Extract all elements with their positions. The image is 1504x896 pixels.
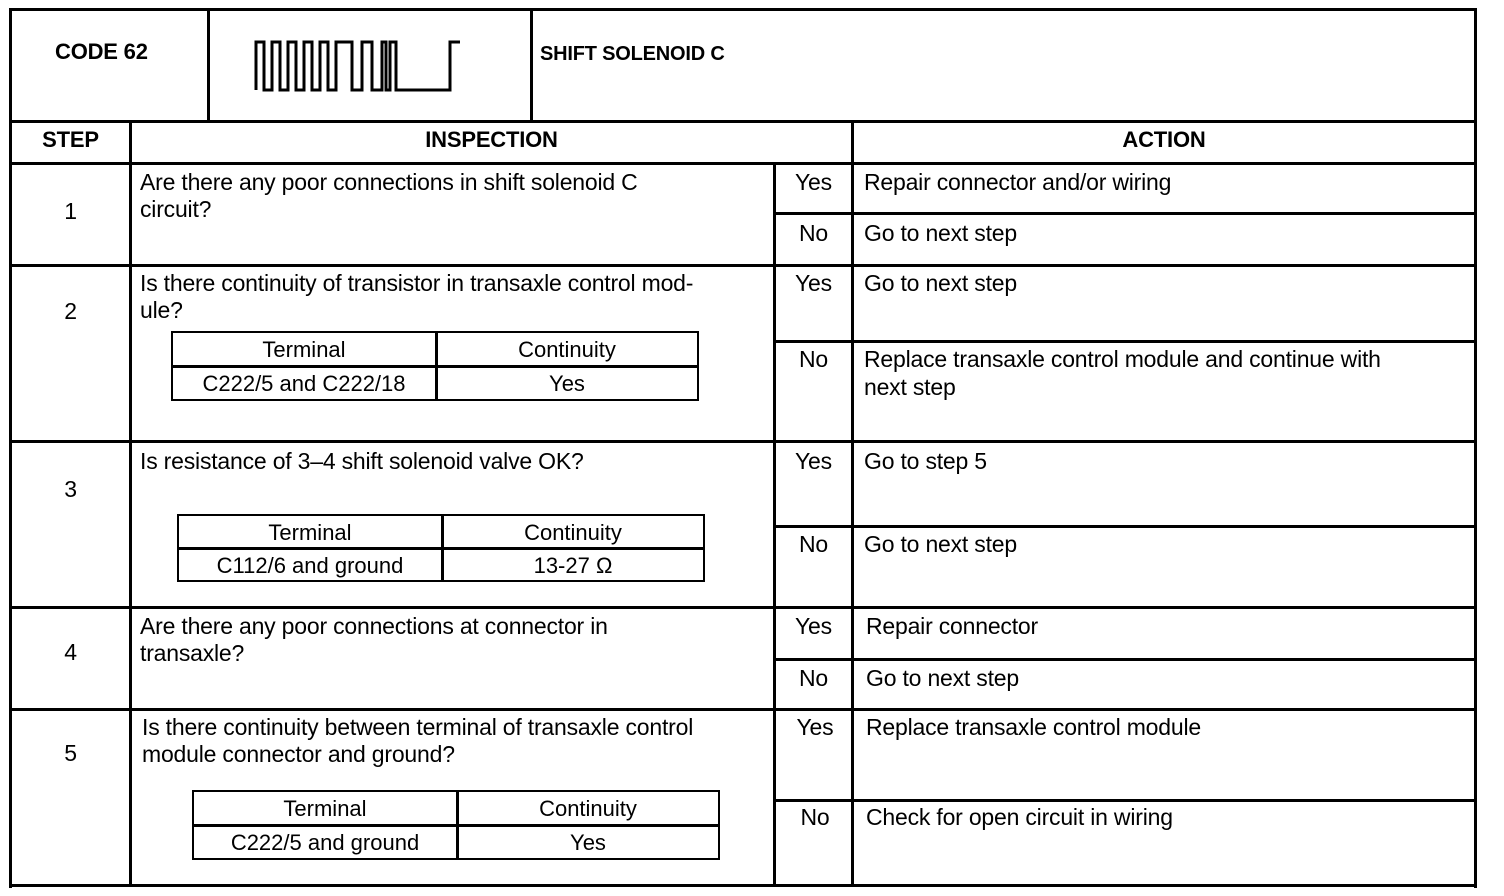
- terminal-header: Terminal: [283, 796, 367, 821]
- yes-action: Repair connector: [866, 613, 1038, 639]
- terminal-value: C222/5 and ground: [230, 830, 420, 855]
- no-label: No: [798, 665, 828, 691]
- continuity-value: Yes: [549, 371, 585, 396]
- continuity-header: Continuity: [518, 337, 616, 362]
- terminal-value: C222/5 and C222/18: [202, 371, 406, 396]
- inspection-question: Is resistance of 3–4 shift solenoid valve OK?: [140, 448, 584, 474]
- page-title: SHIFT SOLENOID C: [540, 43, 725, 65]
- no-action: Go to next step: [864, 531, 1017, 557]
- column-header-inspection: INSPECTION: [425, 127, 558, 152]
- pulse-waveform-icon: [248, 36, 468, 96]
- inspection-question: Is there continuity between terminal of transaxle control: [142, 714, 694, 740]
- step-number: 2: [64, 298, 77, 324]
- inspection-question: transaxle?: [140, 640, 245, 666]
- step-number: 4: [64, 639, 77, 665]
- terminal-value: C112/6 and ground: [216, 553, 404, 578]
- column-header-step: STEP: [42, 127, 99, 152]
- inspection-question: ule?: [140, 297, 183, 323]
- continuity-table: [171, 331, 699, 401]
- step-number: 5: [64, 740, 77, 766]
- continuity-header: Continuity: [524, 520, 622, 545]
- no-label: No: [798, 220, 828, 246]
- continuity-value: 13-27 Ω: [533, 553, 613, 578]
- no-label: No: [798, 346, 828, 372]
- terminal-header: Terminal: [268, 520, 352, 545]
- continuity-value: Yes: [570, 830, 606, 855]
- yes-action: Go to next step: [864, 270, 1017, 296]
- no-label: No: [798, 531, 828, 557]
- continuity-table: [177, 514, 705, 582]
- inspection-question: Are there any poor connections in shift solenoid C: [140, 169, 638, 195]
- inspection-question: circuit?: [140, 196, 212, 222]
- no-action: Go to next step: [864, 220, 1017, 246]
- inspection-question: module connector and ground?: [142, 741, 455, 767]
- no-action: Go to next step: [866, 665, 1019, 691]
- continuity-header: Continuity: [539, 796, 637, 821]
- yes-action: Repair connector and/or wiring: [864, 169, 1172, 195]
- inspection-question: Are there any poor connections at connector in: [140, 613, 608, 639]
- yes-action: Go to step 5: [864, 448, 987, 474]
- yes-label: Yes: [795, 448, 832, 474]
- no-action: Replace transaxle control module and continue with: [864, 346, 1381, 372]
- yes-label: Yes: [795, 270, 832, 296]
- yes-label: Yes: [796, 714, 834, 740]
- inspection-question: Is there continuity of transistor in transaxle control mod-: [140, 270, 694, 296]
- code-label: CODE 62: [55, 39, 148, 64]
- terminal-header: Terminal: [262, 337, 346, 362]
- column-header-action: ACTION: [1122, 127, 1206, 152]
- no-action: Check for open circuit in wiring: [866, 804, 1173, 830]
- yes-action: Replace transaxle control module: [866, 714, 1201, 740]
- no-label: No: [800, 804, 830, 830]
- yes-label: Yes: [795, 169, 832, 195]
- step-number: 3: [64, 476, 77, 502]
- continuity-table: [192, 790, 720, 860]
- yes-label: Yes: [795, 613, 832, 639]
- step-number: 1: [64, 198, 77, 224]
- no-action: next step: [864, 374, 956, 400]
